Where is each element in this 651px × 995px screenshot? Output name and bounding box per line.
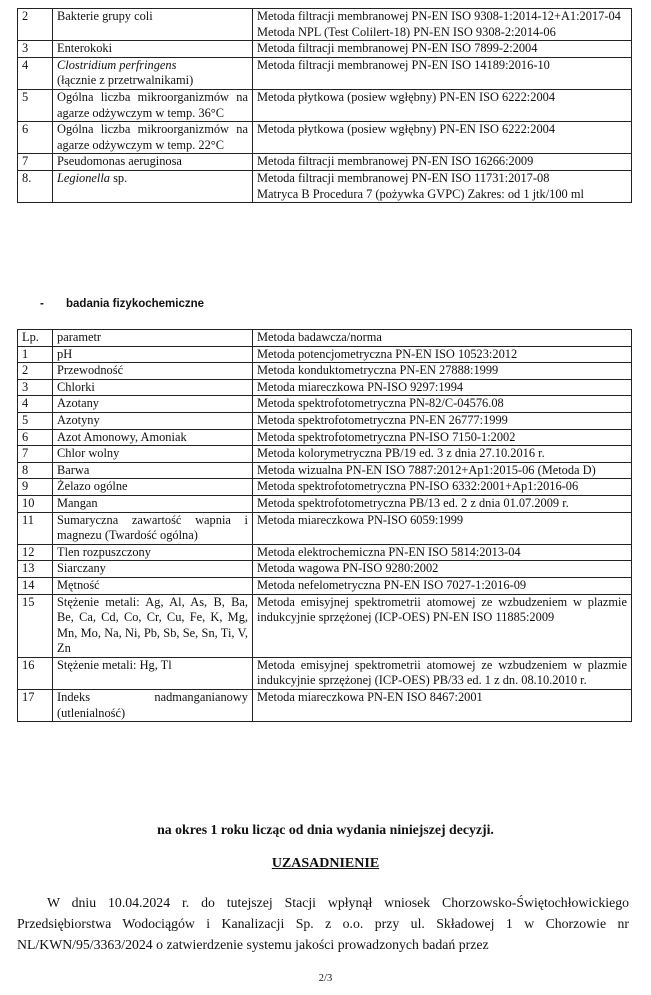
table-row	[18, 544, 632, 561]
method-line: Metoda NPL (Test Colilert-18) PN-EN ISO 9308-2:2014-06	[257, 24, 556, 39]
table-header-row	[18, 330, 632, 347]
table-row	[18, 122, 632, 154]
method-line: Metoda filtracji membranowej PN-EN ISO 14189:2016-10	[257, 57, 550, 72]
table-row	[18, 363, 632, 380]
row-lp: 7	[18, 446, 53, 463]
row-param: Indeks nadmanganianowy (utlenialność)	[53, 690, 253, 722]
physicochemical-heading	[40, 298, 204, 310]
physicochemical-table	[17, 329, 632, 722]
method-line: Metoda filtracji membranowej PN-EN ISO 16266:2009	[257, 154, 534, 169]
header-param: parametr	[53, 330, 253, 347]
microbiology-table	[17, 8, 632, 203]
row-method	[253, 57, 632, 89]
row-method: Metoda emisyjnej spektrometrii atomowej ze wzbudzeniem w plazmie indukcyjnie sprzężonej (ICP-OES) PN-EN ISO 11885:2009	[253, 594, 632, 657]
row-method	[253, 89, 632, 121]
row-lp: 8.	[18, 170, 53, 202]
row-lp: 4	[18, 57, 53, 89]
method-line: Metoda płytkowa (posiew wgłębny) PN-EN ISO 6222:2004	[257, 89, 556, 104]
table-row	[18, 462, 632, 479]
row-method: Metoda emisyjnej spektrometrii atomowej ze wzbudzeniem w plazmie indukcyjnie sprzężonej (ICP-OES) PB/33 ed. 1 z dn. 08.10.2010 r.	[253, 657, 632, 689]
row-method	[253, 170, 632, 202]
row-param: Azot Amonowy, Amoniak	[53, 429, 253, 446]
table-row	[18, 346, 632, 363]
row-param: Mangan	[53, 495, 253, 512]
row-lp: 14	[18, 577, 53, 594]
row-lp: 16	[18, 657, 53, 689]
row-method: Metoda konduktometryczna PN-EN 27888:1999	[253, 363, 632, 380]
row-lp: 2	[18, 363, 53, 380]
row-lp: 11	[18, 512, 53, 544]
row-lp: 8	[18, 462, 53, 479]
row-lp: 17	[18, 690, 53, 722]
row-param: Mętność	[53, 577, 253, 594]
row-method	[253, 154, 632, 171]
page-number: 2/3	[318, 973, 333, 984]
row-lp: 2	[18, 9, 53, 41]
table-row	[18, 690, 632, 722]
decision-text: na okres 1 roku licząc od dnia wydania niniejszej decyzji.	[157, 822, 494, 837]
table-row	[18, 577, 632, 594]
row-param: Clostridium perfringens (łącznie z przetrwalnikami)	[53, 57, 253, 89]
justification-paragraph: W dniu 10.04.2024 r. do tutejszej Stacji wpłynął wniosek Chorzowsko-Świętochłowickiego Przedsiębiorstwa Wodociągów i Kanalizacji Sp. z o.o. przy ul. Składowej 1 w Chorzowie nr NL/KWN/95/3363/2024 o zatwierdzenie systemu jakości prowadzonych badań przez	[17, 895, 629, 952]
method-line: Metoda filtracji membranowej PN-EN ISO 11731:2017-08	[257, 170, 550, 185]
table-row	[18, 495, 632, 512]
table-row	[18, 429, 632, 446]
row-lp: 15	[18, 594, 53, 657]
row-param: Azotyny	[53, 412, 253, 429]
row-param: Enterokoki	[53, 41, 253, 58]
row-lp: 9	[18, 479, 53, 496]
row-lp: 3	[18, 41, 53, 58]
row-method: Metoda spektrofotometryczna PN-ISO 6332:2001+Ap1:2016-06	[253, 479, 632, 496]
row-param: Legionella sp.	[53, 170, 253, 202]
row-lp: 3	[18, 379, 53, 396]
table-row	[18, 170, 632, 202]
header-lp: Lp.	[18, 330, 53, 347]
table-row	[18, 446, 632, 463]
row-method	[253, 122, 632, 154]
row-lp: 1	[18, 346, 53, 363]
row-param: Stężenie metali: Hg, Tl	[53, 657, 253, 689]
section-title-uzasadnienie: UZASADNIENIE	[271, 856, 380, 871]
row-method: Metoda miareczkowa PN-EN ISO 8467:2001	[253, 690, 632, 722]
row-param: Ogólna liczba mikroorganizmów na agarze odżywczym w temp. 36°C	[53, 89, 253, 121]
heading-text: badania fizykochemiczne	[66, 298, 205, 310]
row-method: Metoda spektrofotometryczna PN-ISO 7150-1:2002	[253, 429, 632, 446]
row-param: Przewodność	[53, 363, 253, 380]
row-method: Metoda kolorymetryczna PB/19 ed. 3 z dnia 27.10.2016 r.	[253, 446, 632, 463]
table-row	[18, 657, 632, 689]
table-row	[18, 379, 632, 396]
row-lp: 12	[18, 544, 53, 561]
heading-dash: -	[40, 298, 44, 310]
row-param: Bakterie grupy coli	[53, 9, 253, 41]
row-method: Metoda miareczkowa PN-ISO 9297:1994	[253, 379, 632, 396]
table-row	[18, 57, 632, 89]
header-method: Metoda badawcza/norma	[253, 330, 632, 347]
row-method	[253, 9, 632, 41]
table-row	[18, 154, 632, 171]
row-param: Chlor wolny	[53, 446, 253, 463]
row-lp: 5	[18, 412, 53, 429]
method-line: Metoda filtracji membranowej PN-EN ISO 9308-1:2014-12+A1:2017-04	[257, 9, 621, 23]
row-lp: 6	[18, 122, 53, 154]
row-method: Metoda nefelometryczna PN-EN ISO 7027-1:2016-09	[253, 577, 632, 594]
table-row	[18, 89, 632, 121]
row-lp: 13	[18, 561, 53, 578]
table-row	[18, 512, 632, 544]
table-row	[18, 412, 632, 429]
row-param: Żelazo ogólne	[53, 479, 253, 496]
row-method: Metoda wagowa PN-ISO 9280:2002	[253, 561, 632, 578]
row-param: Stężenie metali: Ag, Al, As, B, Ba, Be, Ca, Cd, Co, Cr, Cu, Fe, K, Mg, Mn, Mo, Na, Ni, Pb, Sb, Se, Sn, Ti, V, Zn	[53, 594, 253, 657]
row-method: Metoda elektrochemiczna PN-EN ISO 5814:2013-04	[253, 544, 632, 561]
row-lp: 7	[18, 154, 53, 171]
row-lp: 6	[18, 429, 53, 446]
row-param: Siarczany	[53, 561, 253, 578]
row-param: Barwa	[53, 462, 253, 479]
row-lp: 5	[18, 89, 53, 121]
row-method: Metoda miareczkowa PN-ISO 6059:1999	[253, 512, 632, 544]
row-method: Metoda wizualna PN-EN ISO 7887:2012+Ap1:2015-06 (Metoda D)	[253, 462, 632, 479]
table-row	[18, 396, 632, 413]
row-lp: 10	[18, 495, 53, 512]
row-method: Metoda spektrofotometryczna PN-82/C-04576.08	[253, 396, 632, 413]
row-lp: 4	[18, 396, 53, 413]
row-method: Metoda potencjometryczna PN-EN ISO 10523:2012	[253, 346, 632, 363]
table-row	[18, 9, 632, 41]
row-method	[253, 41, 632, 58]
method-line: Metoda płytkowa (posiew wgłębny) PN-EN ISO 6222:2004	[257, 122, 556, 137]
row-param: Sumaryczna zawartość wapnia i magnezu (Twardość ogólna)	[53, 512, 253, 544]
row-param: Tlen rozpuszczony	[53, 544, 253, 561]
row-param: Chlorki	[53, 379, 253, 396]
row-method: Metoda spektrofotometryczna PB/13 ed. 2 z dnia 01.07.2009 r.	[253, 495, 632, 512]
row-param: pH	[53, 346, 253, 363]
row-param: Pseudomonas aeruginosa	[53, 154, 253, 171]
method-line: Matryca B Procedura 7 (pożywka GVPC) Zakres: od 1 jtk/100 ml	[257, 186, 584, 201]
table-row	[18, 41, 632, 58]
row-param: Ogólna liczba mikroorganizmów na agarze odżywczym w temp. 22°C	[53, 122, 253, 154]
row-method: Metoda spektrofotometryczna PN-EN 26777:1999	[253, 412, 632, 429]
table-row	[18, 561, 632, 578]
row-param: Azotany	[53, 396, 253, 413]
table-row	[18, 479, 632, 496]
table-row	[18, 594, 632, 657]
method-line: Metoda filtracji membranowej PN-EN ISO 7899-2:2004	[257, 41, 538, 56]
